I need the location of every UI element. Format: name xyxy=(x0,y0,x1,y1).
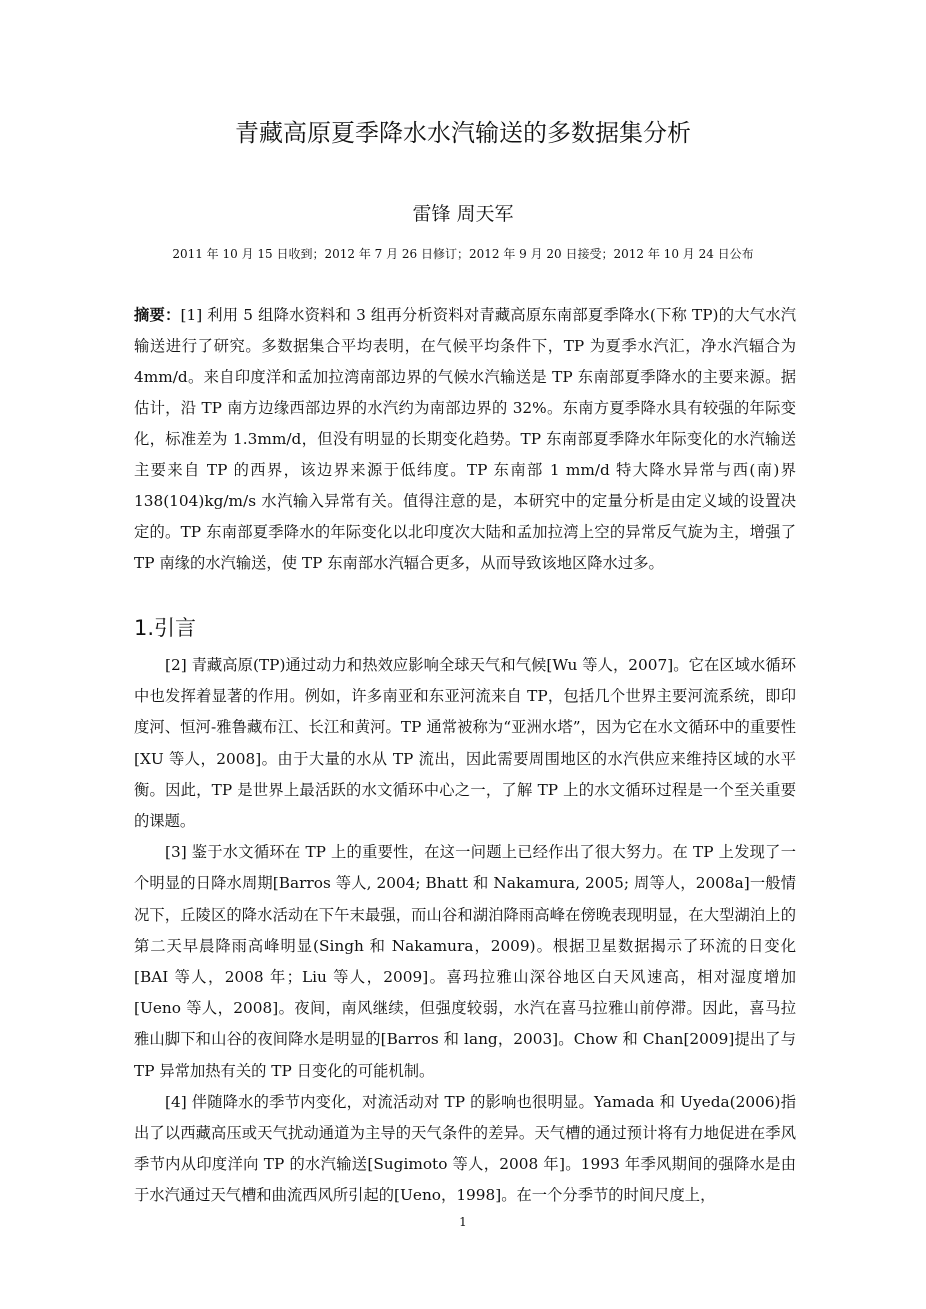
abstract xyxy=(134,300,796,579)
abstract-label: 摘要： xyxy=(134,306,181,324)
paragraph-2: [2] 青藏高原(TP)通过动力和热效应影响全球天气和气候[Wu 等人，2007]。它在区域水循环中也发挥着显著的作用。例如，许多南亚和东亚河流来自 TP，包括几个世界主要河流系统，即印度河、恒河-雅鲁藏布江、长江和黄河。TP 通常被称为“亚洲水塔”，因为它在水文循环中的重要性[XU 等人，2008]。由于大量的水从 TP 流出，因此需要周围地区的水汽供应来维持区域的水平衡。因此，TP 是世界上最活跃的水文循环中心之一，了解 TP 上的水文循环过程是一个至关重要的课题。 xyxy=(134,656,796,831)
introduction-body xyxy=(134,650,796,1212)
paragraph-3: [3] 鉴于水文循环在 TP 上的重要性，在这一问题上已经作出了很大努力。在 TP 上发现了一个明显的日降水周期[Barros 等人, 2004; Bhatt 和 Nakamura, 2005; 周等人，2008a]一般情况下，丘陵区的降水活动在下午末最强，而山谷和湖泊降雨高峰在傍晚表现明显，在大型湖泊上的第二天早晨降雨高峰明显(Singh 和 Nakamura，2009)。根据卫星数据揭示了环流的日变化[BAI 等人，2008 年；Liu 等人，2009]。喜玛拉雅山深谷地区白天风速高，相对湿度增加[Ueno 等人，2008]。夜间，南风继续，但强度较弱，水汽在喜马拉雅山前停滞。因此，喜马拉雅山脚下和山谷的夜间降水是明显的[Barros 和 lang，2003]。Chow 和 Chan[2009]提出了与 TP 异常加热有关的 TP 日变化的可能机制。 xyxy=(134,843,796,1080)
paper-dates: 2011 年 10 月 15 日收到；2012 年 7 月 26 日修订；2012 年 9 月 20 日接受；2012 年 10 月 24 日公布 xyxy=(172,247,754,261)
page-number: 1 xyxy=(459,1215,467,1229)
section-heading-introduction: 1.引言 xyxy=(134,616,197,640)
paragraph-4: [4] 伴随降水的季节内变化，对流活动对 TP 的影响也很明显。Yamada 和 Uyeda(2006)指出了以西藏高压或天气扰动通道为主导的天气条件的差异。天气槽的通过预计将有力地促进在季风季节内从印度洋向 TP 的水汽输送[Sugimoto 等人，2008 年]。1993 年季风期间的强降水是由于水汽通过天气槽和曲流西风所引起的[Ueno，1998]。在一个分季节的时间尺度上， xyxy=(134,1092,796,1205)
abstract-text: [1] 利用 5 组降水资料和 3 组再分析资料对青藏高原东南部夏季降水(下称 TP)的大气水汽输送进行了研究。多数据集合平均表明，在气候平均条件下，TP 为夏季水汽汇，净水汽辐合为 4mm/d。来自印度洋和孟加拉湾南部边界的气候水汽输送是 TP 东南部夏季降水的主要来源。据估计，沿 TP 南方边缘西部边界的水汽约为南部边界的 32%。东南方夏季降水具有较强的年际变化，标准差为 1.3mm/d，但没有明显的长期变化趋势。TP 东南部夏季降水年际变化的水汽输送主要来自 TP 的西界，该边界来源于低纬度。TP 东南部 1 mm/d 特大降水异常与西(南)界 138(104)kg/m/s 水汽输入异常有关。值得注意的是，本研究中的定量分析是由定义域的设置决定的。TP 东南部夏季降水的年际变化以北印度次大陆和孟加拉湾上空的异常反气旋为主，增强了 TP 南缘的水汽输送，使 TP 东南部水汽辐合更多，从而导致该地区降水过多。 xyxy=(134,306,796,572)
paper-authors: 雷锋 周天军 xyxy=(412,203,514,225)
paper-title: 青藏高原夏季降水水汽输送的多数据集分析 xyxy=(235,119,691,147)
